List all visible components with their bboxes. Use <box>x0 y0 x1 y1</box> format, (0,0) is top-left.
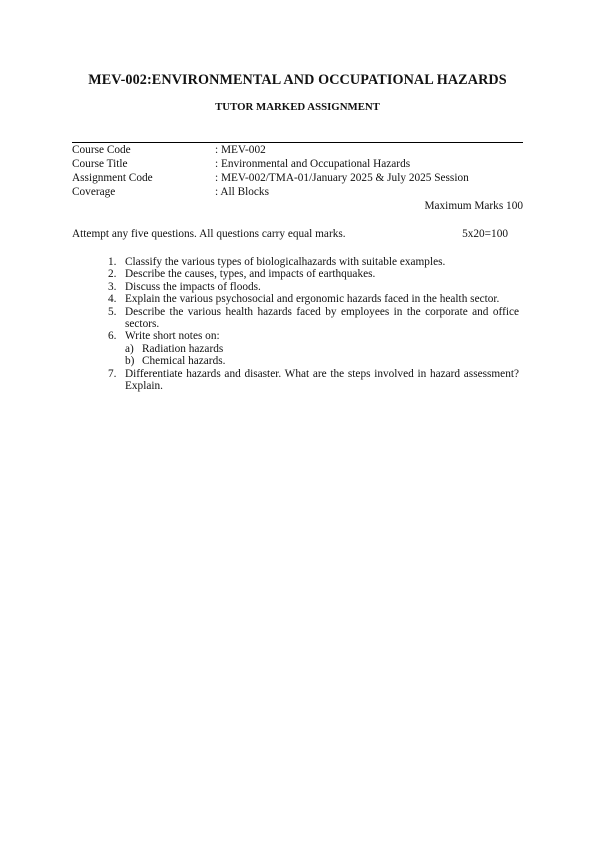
question-number: 2. <box>108 268 117 281</box>
sub-question-number: a) <box>125 342 134 355</box>
info-value: : Environmental and Occupational Hazards <box>215 158 411 170</box>
info-row-course-code <box>72 143 523 157</box>
info-value: : All Blocks <box>215 186 269 198</box>
sub-question-text: Chemical hazards. <box>142 355 226 368</box>
question-item <box>108 281 519 293</box>
info-value: : MEV-002/TMA-01/January 2025 & July 2025 Session <box>215 172 469 184</box>
question-item <box>108 368 519 393</box>
question-text: Discuss the impacts of floods. <box>125 280 261 293</box>
question-text: Write short notes on: <box>125 330 220 343</box>
question-number: 4. <box>108 293 117 306</box>
question-number: 6. <box>108 330 117 343</box>
info-row-course-title <box>72 157 523 171</box>
question-number: 7. <box>108 367 117 380</box>
info-label: Coverage <box>72 186 116 198</box>
question-text: Classify the various types of biologicalhazards with suitable examples. <box>125 256 446 268</box>
question-list <box>108 256 519 392</box>
course-info <box>72 143 523 199</box>
info-label: Assignment Code <box>72 172 153 184</box>
question-number: 3. <box>108 280 117 293</box>
question-text: Explain the various psychosocial and ergonomic hazards faced in the health sector. <box>125 293 500 306</box>
info-value: : MEV-002 <box>215 144 266 156</box>
instruction-text: Attempt any five questions. All questions carry equal marks. <box>72 228 346 240</box>
question-number: 1. <box>108 256 117 268</box>
info-label: Course Code <box>72 144 131 156</box>
document-subtitle: TUTOR MARKED ASSIGNMENT <box>215 101 380 113</box>
instruction-line <box>72 228 508 240</box>
question-number: 5. <box>108 305 117 318</box>
info-row-assignment-code <box>72 171 523 185</box>
maximum-marks: Maximum Marks 100 <box>424 200 523 212</box>
question-text: Describe the various health hazards faced by employees in the corporate and office sectors. <box>125 305 519 331</box>
document-title: MEV-002:ENVIRONMENTAL AND OCCUPATIONAL HAZARDS <box>88 72 507 88</box>
question-item <box>108 293 519 305</box>
question-item <box>108 256 519 268</box>
info-row-coverage <box>72 185 523 199</box>
question-text: Differentiate hazards and disaster. What are the steps involved in hazard assessment? Explain. <box>125 367 519 393</box>
info-label: Course Title <box>72 158 128 170</box>
question-text: Describe the causes, types, and impacts of earthquakes. <box>125 268 376 281</box>
question-item <box>108 330 519 367</box>
sub-question-item <box>125 343 519 355</box>
question-item <box>108 268 519 280</box>
instruction-marks: 5x20=100 <box>462 228 508 240</box>
sub-question-item <box>125 355 519 367</box>
question-item <box>108 306 519 331</box>
sub-question-text: Radiation hazards <box>142 342 224 355</box>
sub-question-number: b) <box>125 355 135 368</box>
